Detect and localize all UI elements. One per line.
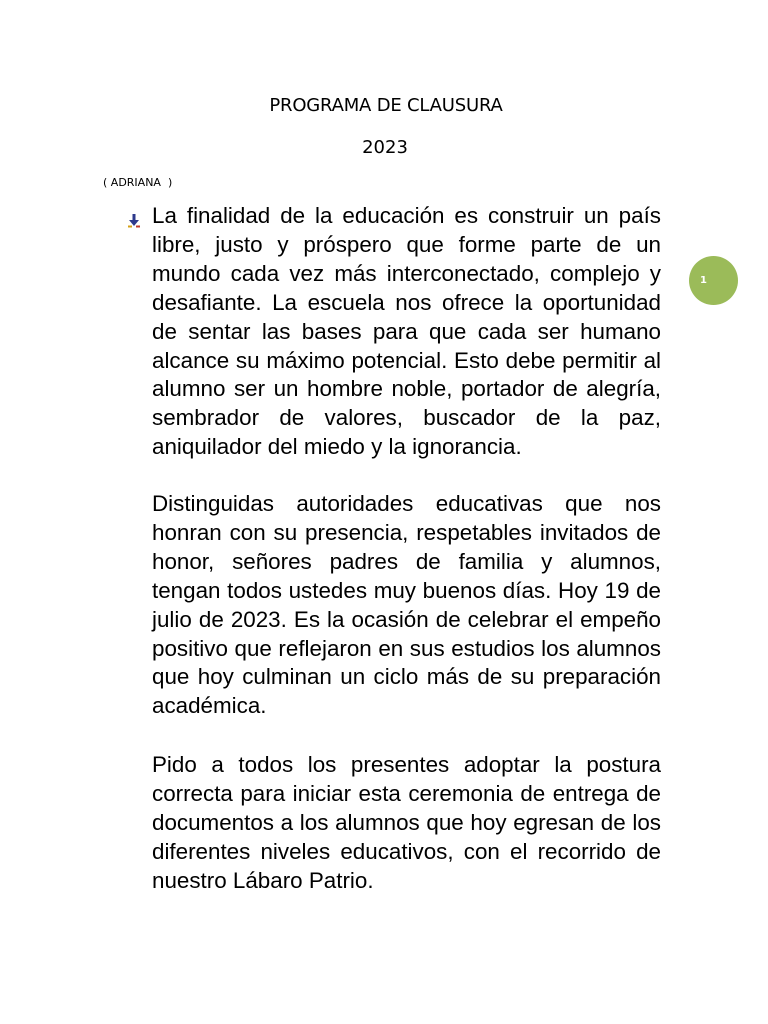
document-title: PROGRAMA DE CLAUSURA — [269, 95, 503, 116]
document-year: 2023 — [362, 137, 408, 158]
speaker-name: ( ADRIANA ) — [103, 176, 173, 189]
paragraph-greeting: Distinguidas autoridades educativas que nos honran con su presencia, respetables invitados de honor, señores padres de familia y alumnos, tengan todos ustedes muy buenos días. Hoy 19 de julio de 2023. Es la ocasión de celebrar el empeño positivo que reflejaron en sus estudios los alumnos que hoy culminan un ciclo más de su preparación académica. — [152, 491, 661, 719]
paragraph-ceremony: Pido a todos los presentes adoptar la postura correcta para iniciar esta ceremonia de entrega de documentos a los alumnos que hoy egresan de los diferentes niveles educativos, con el recorrido de nuestro Lábaro Patrio. — [152, 752, 661, 893]
down-arrow-bullet-icon — [127, 212, 141, 228]
paragraph-intro: La finalidad de la educación es construir un país libre, justo y próspero que forme parte de un mundo cada vez más interconectado, complejo y desafiante. La escuela nos ofrece la oportunidad de sentar las bases para que cada ser humano alcance su máximo potencial. Esto debe permitir al alumno ser un hombre noble, portador de alegría, sembrador de valores, buscador de la paz, aniquilador del miedo y la ignorancia. — [152, 203, 661, 460]
page-number-badge: 1 — [689, 256, 738, 305]
